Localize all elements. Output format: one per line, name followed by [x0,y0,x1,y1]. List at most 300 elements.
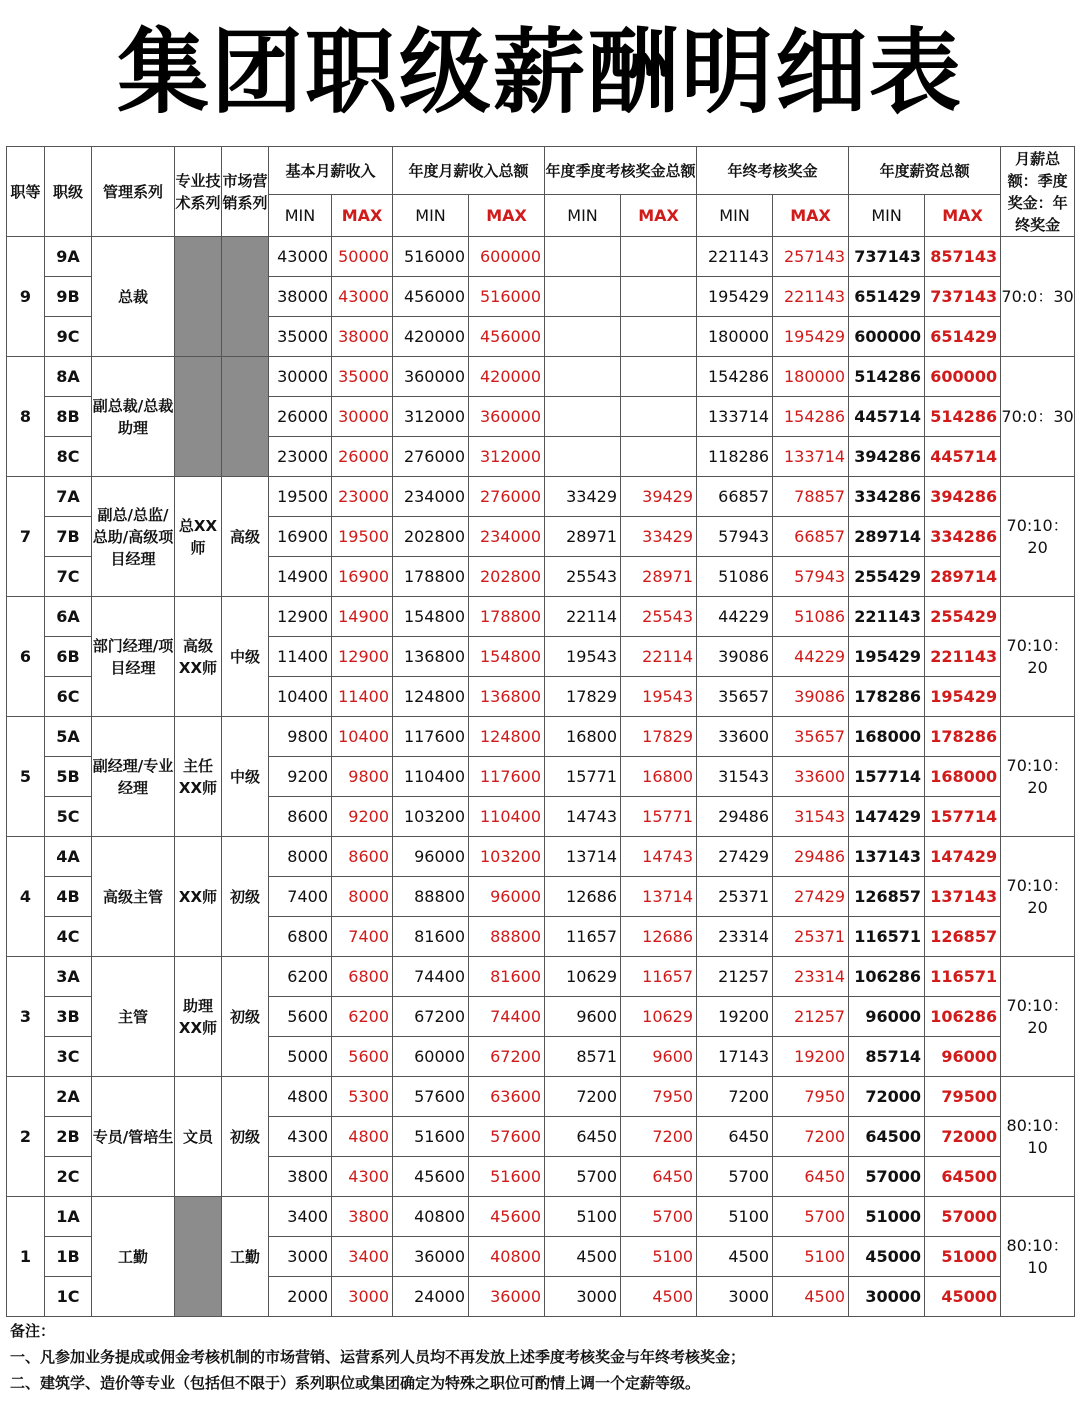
quarterly-min-cell: 7200 [545,1077,621,1117]
base-max-cell: 10400 [332,717,393,757]
annual-max-cell: 103200 [469,837,545,877]
total-min-cell: 394286 [849,437,925,477]
prof-series-cell: 文员 [175,1077,222,1197]
level-cell: 6C [45,677,92,717]
base-max-cell: 3400 [332,1237,393,1277]
annual-min-cell: 456000 [393,277,469,317]
annual-max-cell: 51600 [469,1157,545,1197]
base-min-cell: 6200 [269,957,332,997]
total-max-cell: 334286 [925,517,1001,557]
base-max-cell: 7400 [332,917,393,957]
quarterly-min-cell: 22114 [545,597,621,637]
quarterly-min-cell: 33429 [545,477,621,517]
header-base-monthly: 基本月薪收入 [269,147,393,195]
total-min-cell: 514286 [849,357,925,397]
total-min-cell: 147429 [849,797,925,837]
table-row [7,957,1075,997]
base-max-cell: 6800 [332,957,393,997]
quarterly-min-cell: 5100 [545,1197,621,1237]
marketing-series-cell: 高级 [222,477,269,597]
base-max-cell: 5600 [332,1037,393,1077]
quarterly-min-cell: 3000 [545,1277,621,1317]
yearend-max-cell: 57943 [773,557,849,597]
salary-table [6,146,1075,1317]
total-max-cell: 116571 [925,957,1001,997]
quarterly-min-cell: 10629 [545,957,621,997]
header-level: 职级 [45,147,92,237]
quarterly-max-cell: 10629 [621,997,697,1037]
quarterly-min-cell: 13714 [545,837,621,877]
annual-min-cell: 67200 [393,997,469,1037]
yearend-max-cell: 19200 [773,1037,849,1077]
level-cell: 2A [45,1077,92,1117]
annual-min-cell: 45600 [393,1157,469,1197]
subheader-min: MIN [393,195,469,237]
grade-cell: 5 [7,717,45,837]
annual-min-cell: 124800 [393,677,469,717]
annual-min-cell: 74400 [393,957,469,997]
ratio-cell: 70:10：20 [1001,477,1075,597]
base-max-cell: 9200 [332,797,393,837]
yearend-max-cell: 27429 [773,877,849,917]
annual-max-cell: 40800 [469,1237,545,1277]
base-min-cell: 12900 [269,597,332,637]
yearend-min-cell: 27429 [697,837,773,877]
quarterly-max-cell: 17829 [621,717,697,757]
total-max-cell: 737143 [925,277,1001,317]
yearend-max-cell: 21257 [773,997,849,1037]
annual-min-cell: 202800 [393,517,469,557]
level-cell: 8C [45,437,92,477]
header-marketing-series: 市场营销系列 [222,147,269,237]
yearend-max-cell: 51086 [773,597,849,637]
prof-series-cell [175,1197,222,1317]
grade-cell: 2 [7,1077,45,1197]
quarterly-min-cell: 15771 [545,757,621,797]
total-min-cell: 57000 [849,1157,925,1197]
total-max-cell: 394286 [925,477,1001,517]
total-max-cell: 289714 [925,557,1001,597]
table-row [7,477,1075,517]
total-min-cell: 289714 [849,517,925,557]
quarterly-max-cell: 33429 [621,517,697,557]
page-title: 集团职级薪酬明细表 [116,19,963,126]
total-min-cell: 445714 [849,397,925,437]
base-max-cell: 4300 [332,1157,393,1197]
grade-cell: 4 [7,837,45,957]
quarterly-max-cell: 16800 [621,757,697,797]
quarterly-min-cell [545,277,621,317]
base-max-cell: 16900 [332,557,393,597]
yearend-min-cell: 66857 [697,477,773,517]
mgmt-series-cell: 部门经理/项目经理 [92,597,175,717]
base-max-cell: 30000 [332,397,393,437]
table-row [7,1197,1075,1237]
quarterly-max-cell: 5100 [621,1237,697,1277]
quarterly-min-cell: 4500 [545,1237,621,1277]
ratio-cell: 70:10：20 [1001,957,1075,1077]
annual-min-cell: 178800 [393,557,469,597]
annual-max-cell: 81600 [469,957,545,997]
total-max-cell: 221143 [925,637,1001,677]
annual-min-cell: 276000 [393,437,469,477]
quarterly-max-cell [621,237,697,277]
quarterly-min-cell [545,397,621,437]
quarterly-min-cell [545,437,621,477]
yearend-max-cell: 78857 [773,477,849,517]
quarterly-min-cell [545,357,621,397]
subheader-max: MAX [469,195,545,237]
total-min-cell: 106286 [849,957,925,997]
yearend-min-cell: 57943 [697,517,773,557]
yearend-min-cell: 195429 [697,277,773,317]
mgmt-series-cell: 工勤 [92,1197,175,1317]
annual-max-cell: 63600 [469,1077,545,1117]
table-row [7,717,1075,757]
prof-series-cell [175,237,222,357]
total-min-cell: 85714 [849,1037,925,1077]
prof-series-cell: 助理XX师 [175,957,222,1077]
ratio-cell: 70:10：20 [1001,597,1075,717]
annual-max-cell: 360000 [469,397,545,437]
level-cell: 2B [45,1117,92,1157]
subheader-min: MIN [545,195,621,237]
base-min-cell: 23000 [269,437,332,477]
level-cell: 4A [45,837,92,877]
table-row [7,837,1075,877]
level-cell: 1A [45,1197,92,1237]
quarterly-min-cell: 9600 [545,997,621,1037]
quarterly-max-cell: 12686 [621,917,697,957]
total-min-cell: 45000 [849,1237,925,1277]
total-max-cell: 106286 [925,997,1001,1037]
yearend-min-cell: 133714 [697,397,773,437]
annual-min-cell: 88800 [393,877,469,917]
total-max-cell: 600000 [925,357,1001,397]
level-cell: 1B [45,1237,92,1277]
total-min-cell: 221143 [849,597,925,637]
grade-cell: 1 [7,1197,45,1317]
base-max-cell: 5300 [332,1077,393,1117]
header-mgmt-series: 管理系列 [92,147,175,237]
marketing-series-cell: 中级 [222,717,269,837]
annual-max-cell: 456000 [469,317,545,357]
total-max-cell: 168000 [925,757,1001,797]
ratio-cell: 80:10：10 [1001,1077,1075,1197]
total-max-cell: 651429 [925,317,1001,357]
yearend-max-cell: 133714 [773,437,849,477]
quarterly-max-cell: 13714 [621,877,697,917]
annual-max-cell: 57600 [469,1117,545,1157]
yearend-max-cell: 5700 [773,1197,849,1237]
total-min-cell: 178286 [849,677,925,717]
marketing-series-cell: 初级 [222,957,269,1077]
quarterly-min-cell: 17829 [545,677,621,717]
subheader-min: MIN [269,195,332,237]
yearend-min-cell: 154286 [697,357,773,397]
total-min-cell: 137143 [849,837,925,877]
total-max-cell: 445714 [925,437,1001,477]
prof-series-cell: XX师 [175,837,222,957]
total-max-cell: 137143 [925,877,1001,917]
annual-max-cell: 276000 [469,477,545,517]
subheader-max: MAX [773,195,849,237]
level-cell: 9A [45,237,92,277]
header-year-end-bonus: 年终考核奖金 [697,147,849,195]
base-min-cell: 2000 [269,1277,332,1317]
base-max-cell: 12900 [332,637,393,677]
annual-max-cell: 202800 [469,557,545,597]
annual-max-cell: 96000 [469,877,545,917]
annual-min-cell: 51600 [393,1117,469,1157]
quarterly-max-cell: 11657 [621,957,697,997]
prof-series-cell: 总XX师 [175,477,222,597]
base-min-cell: 3800 [269,1157,332,1197]
prof-series-cell [175,357,222,477]
total-min-cell: 116571 [849,917,925,957]
level-cell: 8A [45,357,92,397]
level-cell: 5A [45,717,92,757]
base-max-cell: 3800 [332,1197,393,1237]
base-min-cell: 19500 [269,477,332,517]
annual-min-cell: 81600 [393,917,469,957]
yearend-min-cell: 3000 [697,1277,773,1317]
annual-max-cell: 234000 [469,517,545,557]
grade-cell: 7 [7,477,45,597]
base-max-cell: 3000 [332,1277,393,1317]
base-max-cell: 8000 [332,877,393,917]
level-cell: 4C [45,917,92,957]
yearend-max-cell: 6450 [773,1157,849,1197]
table-row [7,1077,1075,1117]
mgmt-series-cell: 副总裁/总裁助理 [92,357,175,477]
base-min-cell: 38000 [269,277,332,317]
yearend-min-cell: 118286 [697,437,773,477]
marketing-series-cell: 中级 [222,597,269,717]
base-min-cell: 6800 [269,917,332,957]
total-max-cell: 195429 [925,677,1001,717]
total-min-cell: 168000 [849,717,925,757]
quarterly-min-cell: 12686 [545,877,621,917]
annual-min-cell: 103200 [393,797,469,837]
prof-series-cell: 主任XX师 [175,717,222,837]
total-min-cell: 157714 [849,757,925,797]
base-min-cell: 5600 [269,997,332,1037]
note-line-2: 二、建筑学、造价等专业（包括但不限于）系列职位或集团确定为特殊之职位可酌情上调一个定薪等级。 [10,1374,701,1392]
yearend-max-cell: 39086 [773,677,849,717]
yearend-max-cell: 180000 [773,357,849,397]
annual-min-cell: 96000 [393,837,469,877]
quarterly-min-cell [545,237,621,277]
yearend-min-cell: 4500 [697,1237,773,1277]
marketing-series-cell: 工勤 [222,1197,269,1317]
header-annual-monthly: 年度月薪收入总额 [393,147,545,195]
subheader-max: MAX [332,195,393,237]
mgmt-series-cell: 副总/总监/总助/高级项目经理 [92,477,175,597]
yearend-max-cell: 154286 [773,397,849,437]
total-max-cell: 64500 [925,1157,1001,1197]
annual-min-cell: 40800 [393,1197,469,1237]
level-cell: 6B [45,637,92,677]
quarterly-min-cell: 11657 [545,917,621,957]
annual-max-cell: 600000 [469,237,545,277]
total-min-cell: 195429 [849,637,925,677]
annual-min-cell: 312000 [393,397,469,437]
annual-max-cell: 45600 [469,1197,545,1237]
annual-min-cell: 516000 [393,237,469,277]
annual-min-cell: 420000 [393,317,469,357]
level-cell: 8B [45,397,92,437]
yearend-min-cell: 23314 [697,917,773,957]
total-max-cell: 126857 [925,917,1001,957]
ratio-cell: 70:0：30 [1001,357,1075,477]
yearend-min-cell: 44229 [697,597,773,637]
base-min-cell: 9800 [269,717,332,757]
quarterly-max-cell: 39429 [621,477,697,517]
base-max-cell: 4800 [332,1117,393,1157]
mgmt-series-cell: 主管 [92,957,175,1077]
grade-cell: 3 [7,957,45,1077]
base-max-cell: 38000 [332,317,393,357]
base-min-cell: 5000 [269,1037,332,1077]
total-max-cell: 255429 [925,597,1001,637]
yearend-min-cell: 5700 [697,1157,773,1197]
yearend-max-cell: 7200 [773,1117,849,1157]
annual-max-cell: 110400 [469,797,545,837]
grade-cell: 9 [7,237,45,357]
notes-section [10,1318,1070,1396]
mgmt-series-cell: 副经理/专业经理 [92,717,175,837]
base-min-cell: 9200 [269,757,332,797]
total-max-cell: 79500 [925,1077,1001,1117]
level-cell: 3B [45,997,92,1037]
annual-min-cell: 24000 [393,1277,469,1317]
level-cell: 9B [45,277,92,317]
level-cell: 2C [45,1157,92,1197]
quarterly-min-cell: 8571 [545,1037,621,1077]
quarterly-max-cell: 19543 [621,677,697,717]
base-min-cell: 43000 [269,237,332,277]
yearend-min-cell: 7200 [697,1077,773,1117]
yearend-max-cell: 44229 [773,637,849,677]
base-min-cell: 11400 [269,637,332,677]
total-max-cell: 178286 [925,717,1001,757]
quarterly-max-cell: 25543 [621,597,697,637]
level-cell: 3C [45,1037,92,1077]
yearend-max-cell: 35657 [773,717,849,757]
total-max-cell: 514286 [925,397,1001,437]
base-min-cell: 3000 [269,1237,332,1277]
quarterly-max-cell [621,437,697,477]
yearend-max-cell: 25371 [773,917,849,957]
total-min-cell: 600000 [849,317,925,357]
header-annual-total: 年度薪资总额 [849,147,1001,195]
total-min-cell: 64500 [849,1117,925,1157]
annual-min-cell: 136800 [393,637,469,677]
annual-max-cell: 154800 [469,637,545,677]
base-min-cell: 14900 [269,557,332,597]
yearend-min-cell: 6450 [697,1117,773,1157]
grade-cell: 6 [7,597,45,717]
quarterly-min-cell: 5700 [545,1157,621,1197]
yearend-min-cell: 19200 [697,997,773,1037]
marketing-series-cell: 初级 [222,837,269,957]
quarterly-max-cell: 5700 [621,1197,697,1237]
notes-label: 备注： [10,1322,56,1340]
quarterly-max-cell [621,397,697,437]
quarterly-max-cell [621,317,697,357]
base-min-cell: 35000 [269,317,332,357]
level-cell: 7A [45,477,92,517]
yearend-max-cell: 66857 [773,517,849,557]
level-cell: 7B [45,517,92,557]
ratio-cell: 70:10：20 [1001,837,1075,957]
total-max-cell: 72000 [925,1117,1001,1157]
level-cell: 6A [45,597,92,637]
annual-max-cell: 117600 [469,757,545,797]
level-cell: 9C [45,317,92,357]
subheader-min: MIN [697,195,773,237]
annual-min-cell: 36000 [393,1237,469,1277]
total-min-cell: 651429 [849,277,925,317]
base-min-cell: 16900 [269,517,332,557]
mgmt-series-cell: 总裁 [92,237,175,357]
base-max-cell: 11400 [332,677,393,717]
header-quarterly-bonus: 年度季度考核奖金总额 [545,147,697,195]
annual-min-cell: 110400 [393,757,469,797]
yearend-min-cell: 51086 [697,557,773,597]
yearend-min-cell: 33600 [697,717,773,757]
yearend-max-cell: 23314 [773,957,849,997]
total-min-cell: 126857 [849,877,925,917]
salary-table-body [7,237,1075,1317]
annual-min-cell: 360000 [393,357,469,397]
quarterly-min-cell: 14743 [545,797,621,837]
total-min-cell: 30000 [849,1277,925,1317]
base-max-cell: 14900 [332,597,393,637]
level-cell: 5B [45,757,92,797]
quarterly-max-cell: 7200 [621,1117,697,1157]
subheader-min: MIN [849,195,925,237]
yearend-min-cell: 25371 [697,877,773,917]
level-cell: 1C [45,1277,92,1317]
grade-cell: 8 [7,357,45,477]
header-ratio: 月薪总额：季度奖金：年终奖金 [1001,147,1075,237]
annual-max-cell: 178800 [469,597,545,637]
total-max-cell: 157714 [925,797,1001,837]
base-max-cell: 35000 [332,357,393,397]
annual-min-cell: 154800 [393,597,469,637]
base-min-cell: 10400 [269,677,332,717]
base-min-cell: 3400 [269,1197,332,1237]
annual-max-cell: 124800 [469,717,545,757]
base-max-cell: 26000 [332,437,393,477]
base-max-cell: 43000 [332,277,393,317]
base-min-cell: 26000 [269,397,332,437]
total-min-cell: 51000 [849,1197,925,1237]
level-cell: 7C [45,557,92,597]
base-max-cell: 6200 [332,997,393,1037]
total-min-cell: 96000 [849,997,925,1037]
base-min-cell: 30000 [269,357,332,397]
base-min-cell: 7400 [269,877,332,917]
level-cell: 5C [45,797,92,837]
yearend-min-cell: 35657 [697,677,773,717]
total-min-cell: 72000 [849,1077,925,1117]
yearend-max-cell: 221143 [773,277,849,317]
quarterly-max-cell: 7950 [621,1077,697,1117]
ratio-cell: 70:10：20 [1001,717,1075,837]
